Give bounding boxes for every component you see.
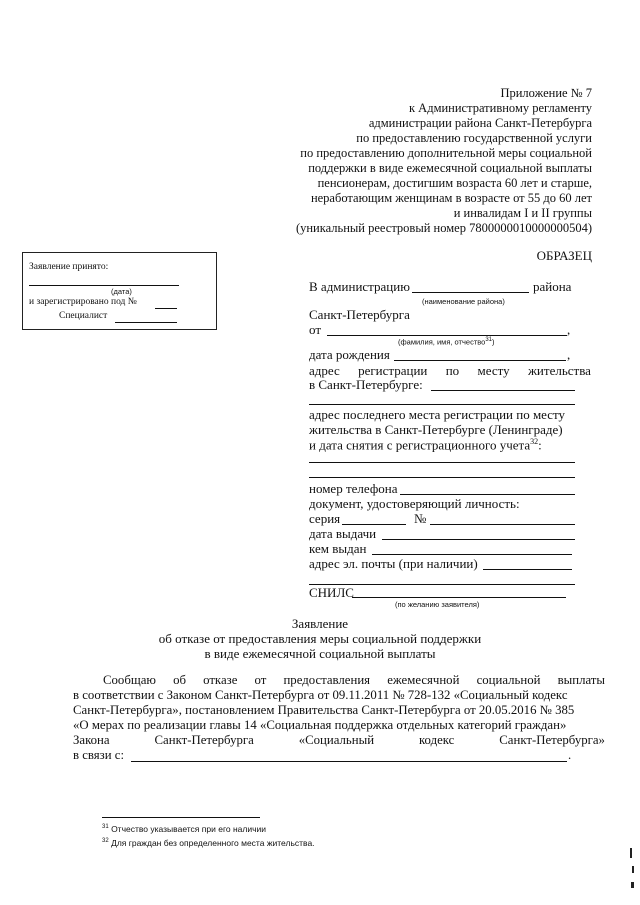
reg-address-field[interactable] <box>431 390 575 391</box>
number-label: № <box>414 511 427 526</box>
name-caption-text: (фамилия, имя, отчество <box>398 337 486 347</box>
full-name-field[interactable] <box>327 335 567 336</box>
email-field[interactable] <box>483 569 572 570</box>
district-label: района <box>533 279 572 294</box>
stamp-date-caption: (дата) <box>111 287 132 296</box>
word: выплаты <box>557 673 605 687</box>
comma: , <box>567 347 571 362</box>
city-label: Санкт-Петербурга <box>309 307 410 322</box>
last-reg-line3 <box>309 437 542 453</box>
word: месту <box>477 363 510 378</box>
snils-label: СНИЛС <box>309 585 354 600</box>
body-line-4: «О мерах по реализации главы 14 «Социальная поддержка отдельных категорий граждан» <box>73 718 567 732</box>
appendix-number: Приложение № 7 <box>500 86 592 100</box>
birth-date-label: дата рождения <box>309 347 390 362</box>
header-line: поддержки в виде ежемесячной социальной выплаты <box>308 161 592 175</box>
word: ежемесячной <box>387 673 460 687</box>
birth-date-field[interactable] <box>394 360 566 361</box>
stamp-registered: и зарегистрировано под № <box>29 297 137 307</box>
word: от <box>254 673 267 687</box>
series-label: серия <box>309 511 341 526</box>
last-reg-field-2[interactable] <box>309 477 575 478</box>
last-reg-line2: жительства в Санкт-Петербурге (Ленинграде) <box>309 422 563 437</box>
sample-label: ОБРАЗЕЦ <box>536 248 592 263</box>
header-line: и инвалидам I и II группы <box>453 206 592 220</box>
comma: , <box>567 322 571 337</box>
reg-address-field-2[interactable] <box>309 404 575 405</box>
header-line: неработающим женщинам в возрасте от 55 до 60 лет <box>310 191 592 205</box>
footnote-ref: 31 <box>485 337 493 343</box>
name-caption-end: ) <box>492 337 495 347</box>
body-line-5 <box>73 733 605 748</box>
footnote-separator <box>102 817 260 818</box>
scan-mark <box>630 848 632 858</box>
footnote-text: Для граждан без определенного места жительства. <box>111 838 315 848</box>
word: отказе <box>203 673 238 687</box>
snils-field[interactable] <box>352 597 566 598</box>
phone-label: номер телефона <box>309 481 398 496</box>
word: регистрации <box>358 363 428 378</box>
word: об <box>173 673 186 687</box>
district-caption: (наименование района) <box>422 297 505 306</box>
word: кодекс <box>418 733 455 747</box>
header-line: по предоставлению дополнительной меры социальной <box>300 146 592 160</box>
footnote-number: 32 <box>102 838 109 845</box>
id-document-label: документ, удостоверяющий личность: <box>309 496 520 511</box>
word: по <box>445 363 460 378</box>
footnote-31 <box>102 824 266 834</box>
scan-mark <box>631 882 634 888</box>
colon: : <box>538 437 542 453</box>
number-field[interactable] <box>430 524 575 525</box>
footnote-number: 31 <box>102 824 109 831</box>
phone-field[interactable] <box>400 494 575 495</box>
body-line-2: в соответствии с Законом Санкт-Петербурга от 09.11.2011 № 728-132 «Социальный кодекс <box>73 688 568 702</box>
reason-label: в связи с: <box>73 748 125 762</box>
issue-date-field[interactable] <box>382 539 575 540</box>
email-label: адрес эл. почты (при наличии) <box>309 556 478 571</box>
reason-field[interactable] <box>131 761 567 762</box>
stamp-specialist: Специалист <box>59 311 108 321</box>
word: Закона <box>73 733 110 747</box>
footnote-ref: 32 <box>530 437 539 446</box>
stamp-specialist-line <box>115 322 177 323</box>
series-field[interactable] <box>342 524 406 525</box>
footnote-32 <box>102 838 315 848</box>
name-caption <box>398 337 495 347</box>
from-label: от <box>309 322 322 337</box>
header-line: пенсионерам, достигшим возраста 60 лет и старше, <box>317 176 592 190</box>
word: социальной <box>476 673 541 687</box>
district-field[interactable] <box>412 292 529 293</box>
document-title: Заявление <box>291 616 349 631</box>
footnote-text: Отчество указывается при его наличии <box>111 824 266 834</box>
scan-mark <box>632 866 634 873</box>
word: Сообщаю <box>103 673 156 687</box>
issued-by-label: кем выдан <box>309 541 367 556</box>
last-reg-line1: адрес последнего места регистрации по месту <box>309 407 566 422</box>
word: Санкт-Петербурга» <box>499 733 605 747</box>
acceptance-stamp-box <box>22 252 217 330</box>
stamp-title: Заявление принято: <box>29 262 109 272</box>
header-line: по предоставлению государственной услуги <box>356 131 592 145</box>
document-subtitle: об отказе от предоставления меры социальной поддержки <box>158 631 482 646</box>
registry-number: (уникальный реестровый номер 7800000010000000504) <box>295 221 592 235</box>
word: «Социальный <box>298 733 375 747</box>
word: предоставления <box>283 673 371 687</box>
issue-date-label: дата выдачи <box>309 526 377 541</box>
to-admin-label: В администрацию <box>309 279 410 294</box>
body-line-3: Санкт-Петербурга», постановлением Правительства Санкт-Петербурга от 20.05.2016 № 385 <box>73 703 575 717</box>
last-reg-line3-text: и дата снятия с регистрационного учета <box>309 437 531 453</box>
last-reg-field[interactable] <box>309 462 575 463</box>
body-line-1 <box>103 673 605 688</box>
word: Санкт-Петербурга <box>154 733 254 747</box>
stamp-date-line <box>29 285 179 286</box>
word: адрес <box>309 363 340 378</box>
header-line: к Административному регламенту <box>408 101 592 115</box>
reg-address-line2: в Санкт-Петербурге: <box>309 377 423 392</box>
header-line: администрации района Санкт-Петербурга <box>368 116 592 130</box>
word: жительства <box>527 363 591 378</box>
period: . <box>568 748 572 762</box>
issued-by-field[interactable] <box>372 554 572 555</box>
document-subtitle-2: в виде ежемесячной социальной выплаты <box>204 646 436 661</box>
stamp-number-line <box>155 308 177 309</box>
snils-caption: (по желанию заявителя) <box>395 600 480 609</box>
